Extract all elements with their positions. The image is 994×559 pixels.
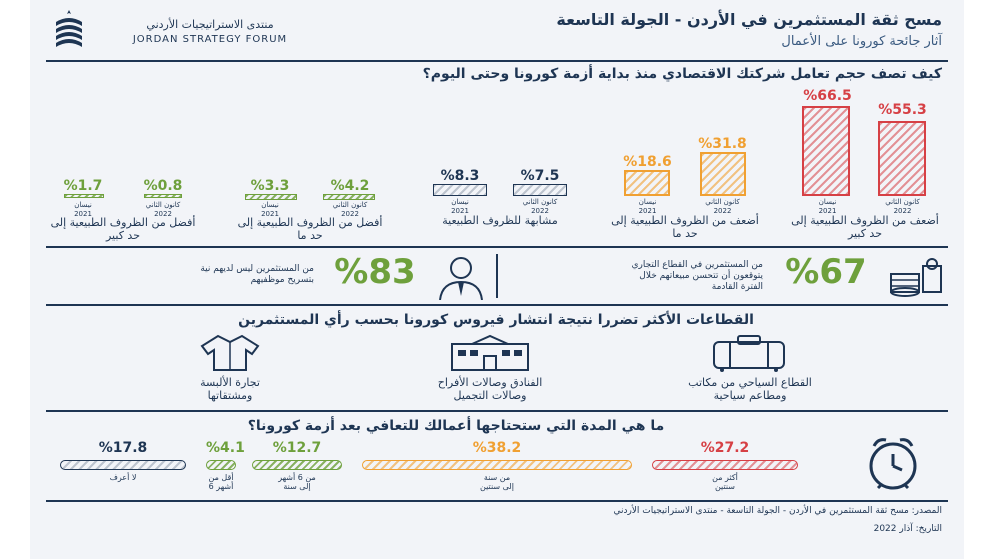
recovery-bar: [652, 460, 798, 470]
stat-right-text: من المستثمرين في القطاع التجاري يتوقعون أن تتحسن مبيعاتهم خلال الفترة القادمة: [631, 260, 763, 292]
group-somewhat-weaker: [610, 130, 760, 240]
period-d1: نيسان 2021: [261, 201, 279, 218]
chart1-title: كيف تصف حجم تعامل شركتك الاقتصادي منذ بداية أزمة كورونا وحتى اليوم؟: [422, 66, 942, 82]
period-c2: كانون الثاني 2022: [522, 198, 558, 215]
period-a1: نيسان 2021: [818, 198, 837, 215]
period-d2: كانون الثاني 2022: [332, 201, 368, 218]
logo-mark-icon: [52, 8, 86, 50]
value-label-e2: %0.8: [143, 178, 183, 194]
bar-a-apr2021: [802, 106, 850, 196]
bar-e-apr2021: [64, 194, 104, 198]
recovery-bar: [60, 460, 186, 470]
footer-divider: [46, 500, 948, 502]
sector-clothing-label: تجارة الألبسة ومشتقاتها: [200, 376, 260, 402]
value-label-d1: %3.3: [250, 178, 290, 194]
stat-left: [56, 252, 486, 302]
header-divider: [46, 60, 948, 62]
recovery-value-label: %38.2: [472, 440, 522, 456]
org-name-en: JORDAN STRATEGY FORUM: [132, 34, 288, 45]
hotel-building-icon: [448, 334, 532, 372]
bar-d-jan2022: [323, 194, 375, 200]
bar-a-jan2022: [878, 121, 926, 196]
value-label-e1: %1.7: [63, 178, 103, 194]
value-label-a2: %55.3: [878, 102, 927, 118]
recovery-value-label: %17.8: [98, 440, 148, 456]
sector-hotels-label: الفنادق وصالات الأفراح وصالات التجميل: [437, 376, 543, 402]
recovery-category-label: من 6 أشهر إلى سنة: [278, 473, 316, 491]
sector-tourism: [640, 334, 860, 404]
suitcase-icon: [708, 334, 792, 372]
infographic-page: [30, 0, 964, 559]
period-e1: نيسان 2021: [74, 201, 92, 218]
recovery-category-label: من سنة إلى سنتين: [480, 473, 514, 491]
recovery-value-label: %27.2: [700, 440, 750, 456]
bar-b-apr2021: [624, 170, 670, 196]
category-label-c: مشابهة للظروف الطبيعية: [442, 214, 558, 227]
page-title: مسح ثقة المستثمرين في الأردن - الجولة التاسعة: [556, 10, 942, 29]
bar-b-jan2022: [700, 152, 746, 196]
jacket-icon: [200, 334, 260, 372]
jsf-logo: [44, 8, 344, 52]
sector-hotels: [380, 334, 600, 404]
org-name-ar: منتدى الاستراتيجيات الأردني: [146, 18, 274, 31]
value-label-b1: %18.6: [623, 154, 672, 170]
chart2-title: ما هي المدة التي ستحتاجها أعمالك للتعافي بعد أزمة كورونا؟: [247, 418, 665, 434]
category-label-a: أضعف من الظروف الطبيعية إلى حد كبير: [791, 214, 939, 240]
sectors-divider: [46, 410, 948, 412]
employee-icon: [436, 254, 486, 300]
bar-c-jan2022: [513, 184, 567, 196]
period-c1: نيسان 2021: [451, 198, 469, 215]
value-label-c2: %7.5: [520, 168, 560, 184]
bar-e-jan2022: [144, 194, 182, 198]
group-much-weaker: [790, 88, 940, 240]
period-b1: نيسان 2021: [638, 198, 657, 215]
category-label-e: أفضل من الظروف الطبيعية إلى حد كبير: [50, 216, 196, 242]
value-label-b2: %31.8: [698, 136, 747, 152]
recovery-chart: [30, 440, 964, 500]
footer-date: التاريخ: آذار 2022: [873, 524, 942, 534]
value-label-c1: %8.3: [440, 168, 480, 184]
value-label-d2: %4.2: [330, 178, 370, 194]
stats-divider-bottom: [46, 304, 948, 306]
stat-right-value: %67: [785, 252, 867, 292]
recovery-bar: [206, 460, 236, 470]
stat-right: [505, 252, 945, 302]
sector-tourism-label: القطاع السياحي من مكاتب ومطاعم سياحية: [688, 376, 812, 402]
chart1-divider: [46, 246, 948, 248]
recovery-category-label: أقل من 6 أشهر: [208, 473, 234, 491]
page-subtitle: آثار جائحة كورونا على الأعمال: [781, 34, 942, 49]
recovery-bar: [252, 460, 342, 470]
sector-clothing: [120, 334, 340, 404]
group-much-better: [48, 178, 198, 240]
recovery-value-label: %4.1: [206, 440, 245, 456]
group-somewhat-better: [235, 178, 385, 240]
period-a2: كانون الثاني 2022: [885, 198, 920, 215]
stat-left-value: %83: [334, 252, 416, 292]
bar-d-apr2021: [245, 194, 297, 200]
footer-source: المصدر: مسح ثقة المستثمرين في الأردن - الجولة التاسعة - منتدى الاستراتيجيات الأردني: [613, 506, 942, 516]
stats-divider: [496, 254, 498, 298]
period-e2: كانون الثاني 2022: [145, 201, 181, 218]
recovery-category-label: أكثر من سنتين: [712, 473, 738, 491]
recovery-bar: [362, 460, 632, 470]
category-label-b: أضعف من الظروف الطبيعية إلى حد ما: [611, 214, 759, 240]
category-label-d: أفضل من الظروف الطبيعية إلى حد ما: [237, 216, 383, 242]
money-stack-icon: [887, 256, 945, 300]
period-b2: كانون الثاني 2022: [705, 198, 740, 215]
bar-c-apr2021: [433, 184, 487, 196]
stat-left-text: من المستثمرين ليس لديهم نية بتسريح موظفيهم: [200, 264, 314, 285]
group-similar: [425, 168, 575, 240]
sectors-title: القطاعات الأكثر تضررا نتيجة انتشار فيروس كورونا بحسب رأي المستثمرين: [238, 312, 754, 328]
recovery-category-label: لا أعرف: [109, 473, 137, 482]
value-label-a1: %66.5: [803, 88, 852, 104]
recovery-value-label: %12.7: [272, 440, 322, 456]
